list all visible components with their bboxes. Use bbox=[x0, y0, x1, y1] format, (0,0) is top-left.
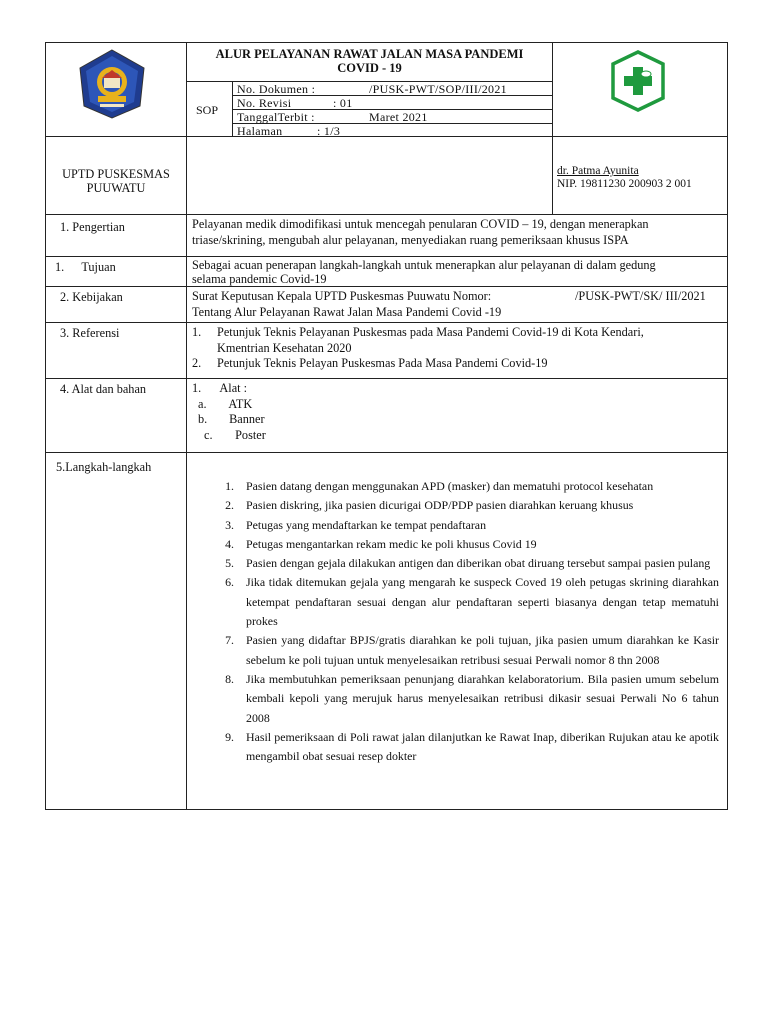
section-langkah bbox=[46, 453, 727, 809]
step-text: Jika tidak ditemukan gejala yang mengarah ke suspeck Coved 19 oleh petugas skrining diarahkan ketempat pendaftaran sesuai dengan alur pendaftaran seperti biasanya dengan tetap mematuhi prokes bbox=[246, 575, 719, 629]
alat-heading-number: 1. bbox=[192, 381, 202, 395]
step-number: 1. bbox=[225, 479, 234, 493]
tujuan-label-text: Tujuan bbox=[81, 260, 116, 274]
alat-item bbox=[192, 428, 722, 444]
alat-heading: Alat : bbox=[219, 381, 248, 395]
step-text: Hasil pemeriksaan di Poli rawat jalan dilanjutkan ke Rawat Inap, diberikan Rujukan atau ke apotik mengambil obat sesuai resep dokter bbox=[246, 729, 719, 764]
document-title-line2: COVID - 19 bbox=[337, 61, 402, 75]
alat-item-letter: b. bbox=[198, 412, 208, 426]
alat-label: 4. Alat dan bahan bbox=[60, 382, 147, 396]
signer-nip: NIP. 19811230 200903 2 001 bbox=[557, 178, 692, 190]
step-number: 8. bbox=[225, 671, 234, 686]
step-item bbox=[204, 573, 719, 631]
meta-value-dokumen: /PUSK-PWT/SOP/III/2021 bbox=[369, 82, 507, 96]
meta-key-halaman: Halaman bbox=[237, 124, 283, 138]
pengertian-line2: triase/skrining, mengubah alur pelayanan, menyediakan ruang pemeriksaan khusus ISPA bbox=[192, 232, 629, 247]
step-text: Pasien dengan gejala dilakukan antigen dan diberikan obat diruang tersebut sampai pasien pulang bbox=[246, 556, 711, 571]
signer-name: dr. Patma Ayunita bbox=[557, 165, 639, 177]
step-number: 2. bbox=[225, 498, 234, 513]
step-item bbox=[204, 631, 719, 670]
step-text: Jika membutuhkan pemeriksaan penunjang diarahkan kelaboratorium. Bila pasien umum sebelum kembali kepoli yang merujuk harus menyelesaikan retribusi dikasir sesuai Perwali No 6 tahun 2008 bbox=[246, 671, 719, 725]
section-referensi bbox=[46, 323, 727, 379]
sop-label: SOP bbox=[196, 103, 219, 117]
alat-item-letter: a. bbox=[198, 396, 207, 411]
step-item bbox=[204, 477, 719, 496]
pengertian-label: 1. Pengertian bbox=[60, 220, 125, 234]
step-item bbox=[204, 728, 719, 767]
step-text: Petugas yang mendaftarkan ke tempat pendaftaran bbox=[246, 517, 487, 532]
kebijakan-label: 2. Kebijakan bbox=[60, 290, 123, 304]
referensi-item-number: 1. bbox=[192, 325, 202, 339]
referensi-item-line1: Petunjuk Teknis Pelayan Puskesmas Pada Masa Pandemi Covid-19 bbox=[217, 356, 548, 370]
section-kebijakan bbox=[46, 287, 727, 323]
tujuan-label-number: 1. bbox=[55, 260, 65, 274]
step-item bbox=[204, 670, 719, 728]
kebijakan-line2: Tentang Alur Pelayanan Rawat Jalan Masa Pandemi Covid -19 bbox=[192, 304, 502, 319]
pengertian-line1: Pelayanan medik dimodifikasi untuk mencegah penularan COVID – 19, dengan menerapkan bbox=[192, 217, 649, 231]
step-number: 4. bbox=[225, 536, 234, 551]
header-row bbox=[46, 43, 727, 137]
step-text: Pasien datang dengan menggunakan APD (masker) dan mematuhi protocol kesehatan bbox=[246, 479, 654, 493]
step-number: 6. bbox=[225, 575, 234, 590]
step-number: 7. bbox=[225, 633, 234, 648]
meta-key-tanggal: TanggalTerbit : bbox=[237, 110, 315, 124]
section-tujuan bbox=[46, 257, 727, 287]
step-item bbox=[204, 554, 719, 573]
langkah-steps bbox=[204, 477, 719, 766]
alat-item-text: ATK bbox=[228, 396, 253, 411]
institution-name-line2: PUUWATU bbox=[86, 181, 146, 195]
step-number: 9. bbox=[225, 729, 234, 744]
alat-item-text: Banner bbox=[229, 412, 265, 426]
step-item bbox=[204, 535, 719, 554]
referensi-label: 3. Referensi bbox=[60, 326, 120, 340]
sop-document bbox=[45, 42, 728, 810]
step-text: Petugas mengantarkan rekam medic ke poli khusus Covid 19 bbox=[246, 536, 537, 551]
step-item bbox=[204, 496, 719, 515]
section-pengertian bbox=[46, 215, 727, 257]
institution-name-line1: UPTD PUSKESMAS bbox=[62, 167, 170, 181]
puskesmas-logo bbox=[607, 50, 669, 112]
meta-key-revisi: No. Revisi bbox=[237, 96, 292, 110]
langkah-label: 5.Langkah-langkah bbox=[56, 460, 152, 474]
meta-value-tanggal: Maret 2021 bbox=[369, 110, 428, 124]
referensi-item bbox=[192, 325, 722, 356]
kebijakan-line1-number: /PUSK-PWT/SK/ III/2021 bbox=[575, 289, 706, 303]
kebijakan-line1-text: Surat Keputusan Kepala UPTD Puskesmas Puuwatu Nomor: bbox=[192, 289, 492, 303]
referensi-item-line2: Kmentrian Kesehatan 2020 bbox=[217, 340, 352, 355]
meta-value-halaman: : 1/3 bbox=[317, 124, 341, 138]
step-number: 5. bbox=[225, 556, 234, 571]
meta-key-dokumen: No. Dokumen : bbox=[237, 82, 316, 96]
step-text: Pasien yang didaftar BPJS/gratis diarahkan ke poli tujuan, jika pasien umum diarahkan ke Kasir sebelum ke poli tujuan untuk menyelesaikan retribusi sesuai Perwali nomor 8 thn 2008 bbox=[246, 633, 719, 667]
pemda-logo bbox=[76, 48, 148, 120]
institution-row bbox=[46, 137, 727, 215]
meta-value-revisi: : 01 bbox=[333, 96, 353, 110]
tujuan-line1: Sebagai acuan penerapan langkah-langkah untuk menerapkan alur pelayanan di dalam gedung bbox=[192, 258, 656, 272]
step-number: 3. bbox=[225, 517, 234, 532]
alat-item bbox=[192, 412, 722, 428]
referensi-item-line1: Petunjuk Teknis Pelayanan Puskesmas pada Masa Pandemi Covid-19 di Kota Kendari, bbox=[217, 325, 644, 339]
step-item bbox=[204, 516, 719, 535]
alat-item bbox=[192, 397, 722, 413]
referensi-item-number: 2. bbox=[192, 356, 202, 370]
alat-item-letter: c. bbox=[204, 427, 213, 442]
tujuan-line2: selama pandemic Covid-19 bbox=[192, 272, 327, 286]
document-meta bbox=[233, 82, 552, 137]
referensi-item bbox=[192, 356, 722, 372]
document-title-line1: ALUR PELAYANAN RAWAT JALAN MASA PANDEMI bbox=[215, 47, 524, 61]
section-alat-bahan bbox=[46, 379, 727, 453]
step-text: Pasien diskring, jika pasien dicurigai ODP/PDP pasien diarahkan keruang khusus bbox=[246, 498, 634, 513]
alat-item-text: Poster bbox=[235, 427, 266, 442]
